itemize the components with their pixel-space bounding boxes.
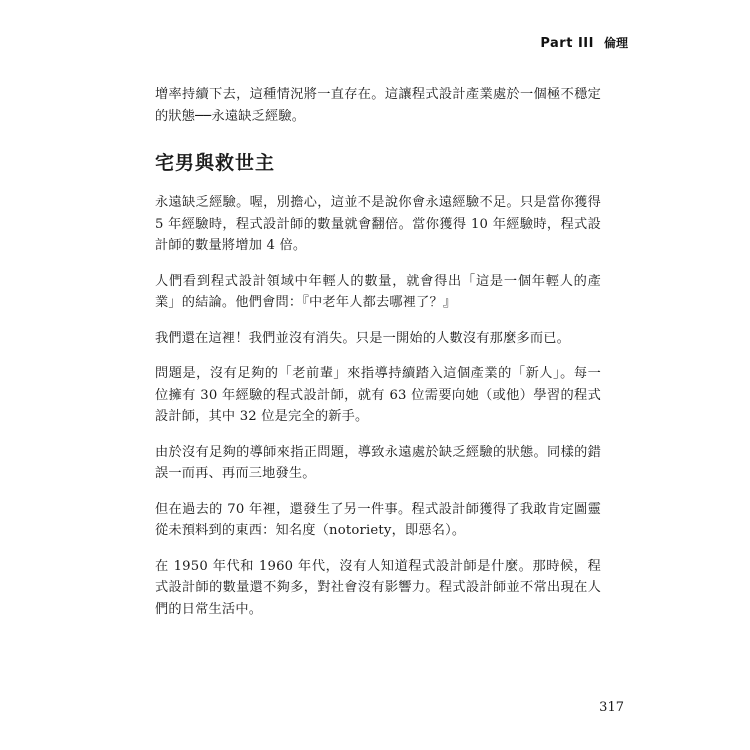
paragraph: 人們看到程式設計領域中年輕人的數量，就會得出「這是一個年輕人的產業」的結論。他們會問：『中老年人都去哪裡了？』: [155, 273, 601, 310]
paragraph: 我們還在這裡！我們並沒有消失。只是一開始的人數沒有那麼多而已。: [155, 330, 571, 346]
paragraph: 由於沒有足夠的導師來指正問題，導致永遠處於缺乏經驗的狀態。同樣的錯誤一而再、再而三地發生。: [155, 444, 601, 481]
section-title: 倫理: [603, 36, 628, 50]
body-text: [155, 84, 601, 620]
page-number: 317: [599, 700, 624, 715]
paragraph: 永遠缺乏經驗。喔，別擔心，這並不是說你會永遠經驗不足。只是當你獲得 5 年經驗時，程式設計師的數量就會翻倍。當你獲得 10 年經驗時，程式設計師的數量將增加 4 倍。: [155, 195, 601, 253]
part-label: Part III: [540, 36, 594, 51]
paragraph: 但在過去的 70 年裡，還發生了另一件事。程式設計師獲得了我敢肯定圖靈從未預料到的東西：知名度（notoriety，即惡名）。: [155, 501, 601, 538]
paragraph: 增率持續下去，這種情況將一直存在。這讓程式設計產業處於一個極不穩定的狀態──永遠缺乏經驗。: [155, 87, 601, 124]
paragraph: 問題是，沒有足夠的「老前輩」來指導持續踏入這個產業的「新人」。每一位擁有 30 年經驗的程式設計師，就有 63 位需要向她（或他）學習的程式設計師，其中 32 位是完全的新手。: [155, 366, 601, 424]
section-heading: 宅男與救世主: [155, 152, 276, 174]
paragraph: 在 1950 年代和 1960 年代，沒有人知道程式設計師是什麼。那時候，程式設計師的數量還不夠多，對社會沒有影響力。程式設計師並不常出現在人們的日常生活中。: [155, 558, 601, 617]
running-header: [540, 34, 628, 51]
